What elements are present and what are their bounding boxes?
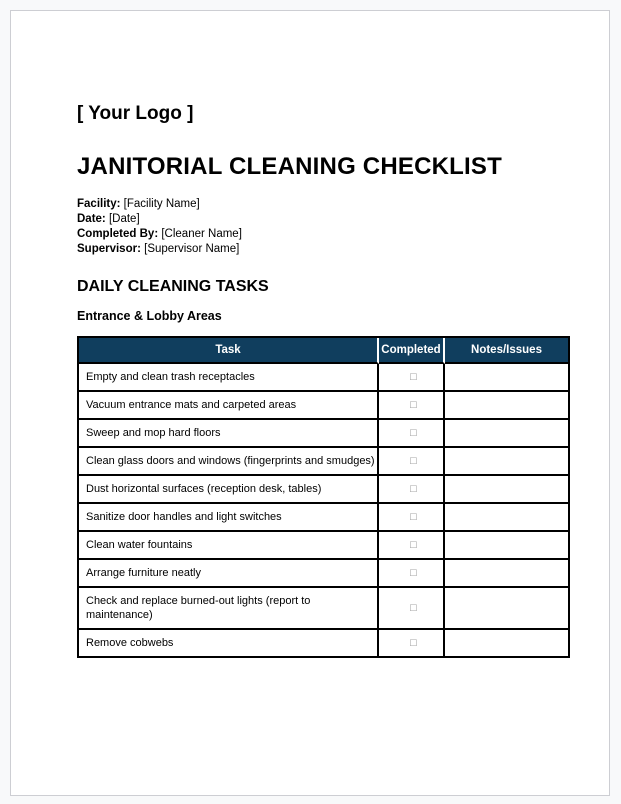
task-cell: Remove cobwebs — [79, 630, 379, 656]
meta-value: [Cleaner Name] — [161, 228, 242, 240]
document-page — [10, 10, 610, 796]
checkbox-icon[interactable]: □ — [410, 371, 417, 383]
meta-label: Date: — [77, 213, 106, 225]
checkbox-icon[interactable]: □ — [410, 539, 417, 551]
checkbox-icon[interactable]: □ — [410, 602, 417, 614]
completed-cell[interactable] — [379, 364, 445, 392]
completed-cell[interactable] — [379, 588, 445, 630]
completed-cell[interactable] — [379, 420, 445, 448]
notes-cell[interactable] — [445, 392, 568, 420]
task-cell: Dust horizontal surfaces (reception desk, tables) — [79, 476, 379, 504]
notes-cell[interactable] — [445, 630, 568, 656]
subsection-heading-entrance-lobby: Entrance & Lobby Areas — [77, 309, 222, 323]
column-header-notes: Notes/Issues — [445, 338, 568, 364]
meta-label: Completed By: — [77, 228, 159, 240]
checkbox-icon[interactable]: □ — [410, 567, 417, 579]
completed-cell[interactable] — [379, 476, 445, 504]
completed-cell[interactable] — [379, 532, 445, 560]
table-row — [79, 588, 568, 630]
checkbox-icon[interactable]: □ — [410, 399, 417, 411]
completed-cell[interactable] — [379, 448, 445, 476]
meta-line-facility — [77, 197, 567, 212]
meta-line-date — [77, 212, 567, 227]
task-cell: Empty and clean trash receptacles — [79, 364, 379, 392]
task-cell: Sweep and mop hard floors — [79, 420, 379, 448]
table-row — [79, 448, 568, 476]
logo-placeholder: [ Your Logo ] — [77, 103, 194, 124]
document-title: JANITORIAL CLEANING CHECKLIST — [77, 153, 502, 180]
column-header-completed: Completed — [379, 338, 445, 364]
checkbox-icon[interactable]: □ — [410, 637, 417, 649]
table-row — [79, 532, 568, 560]
task-cell: Check and replace burned-out lights (report to maintenance) — [79, 588, 379, 630]
tasks-table-body — [79, 364, 568, 656]
checkbox-icon[interactable]: □ — [410, 427, 417, 439]
meta-value: [Facility Name] — [123, 198, 200, 210]
task-cell: Sanitize door handles and light switches — [79, 504, 379, 532]
column-header-task: Task — [79, 338, 379, 364]
completed-cell[interactable] — [379, 392, 445, 420]
meta-label: Facility: — [77, 198, 121, 210]
completed-cell[interactable] — [379, 560, 445, 588]
meta-line-completed-by — [77, 227, 567, 242]
table-row — [79, 392, 568, 420]
table-row — [79, 364, 568, 392]
meta-value: [Supervisor Name] — [144, 243, 240, 255]
table-row — [79, 476, 568, 504]
notes-cell[interactable] — [445, 532, 568, 560]
notes-cell[interactable] — [445, 420, 568, 448]
notes-cell[interactable] — [445, 588, 568, 630]
task-cell: Clean water fountains — [79, 532, 379, 560]
notes-cell[interactable] — [445, 364, 568, 392]
checkbox-icon[interactable]: □ — [410, 483, 417, 495]
table-header-row — [79, 338, 568, 364]
notes-cell[interactable] — [445, 560, 568, 588]
task-cell: Vacuum entrance mats and carpeted areas — [79, 392, 379, 420]
document-content — [11, 11, 609, 658]
tasks-table — [77, 336, 570, 658]
table-row — [79, 560, 568, 588]
document-meta — [77, 197, 567, 257]
meta-line-supervisor — [77, 242, 567, 257]
checkbox-icon[interactable]: □ — [410, 511, 417, 523]
checkbox-icon[interactable]: □ — [410, 455, 417, 467]
table-row — [79, 420, 568, 448]
table-row — [79, 630, 568, 656]
completed-cell[interactable] — [379, 504, 445, 532]
table-row — [79, 504, 568, 532]
task-cell: Arrange furniture neatly — [79, 560, 379, 588]
completed-cell[interactable] — [379, 630, 445, 656]
notes-cell[interactable] — [445, 504, 568, 532]
notes-cell[interactable] — [445, 448, 568, 476]
meta-value: [Date] — [108, 213, 140, 225]
task-cell: Clean glass doors and windows (fingerprints and smudges) — [79, 448, 379, 476]
meta-label: Supervisor: — [77, 243, 141, 255]
notes-cell[interactable] — [445, 476, 568, 504]
section-heading-daily-tasks: DAILY CLEANING TASKS — [77, 278, 269, 295]
